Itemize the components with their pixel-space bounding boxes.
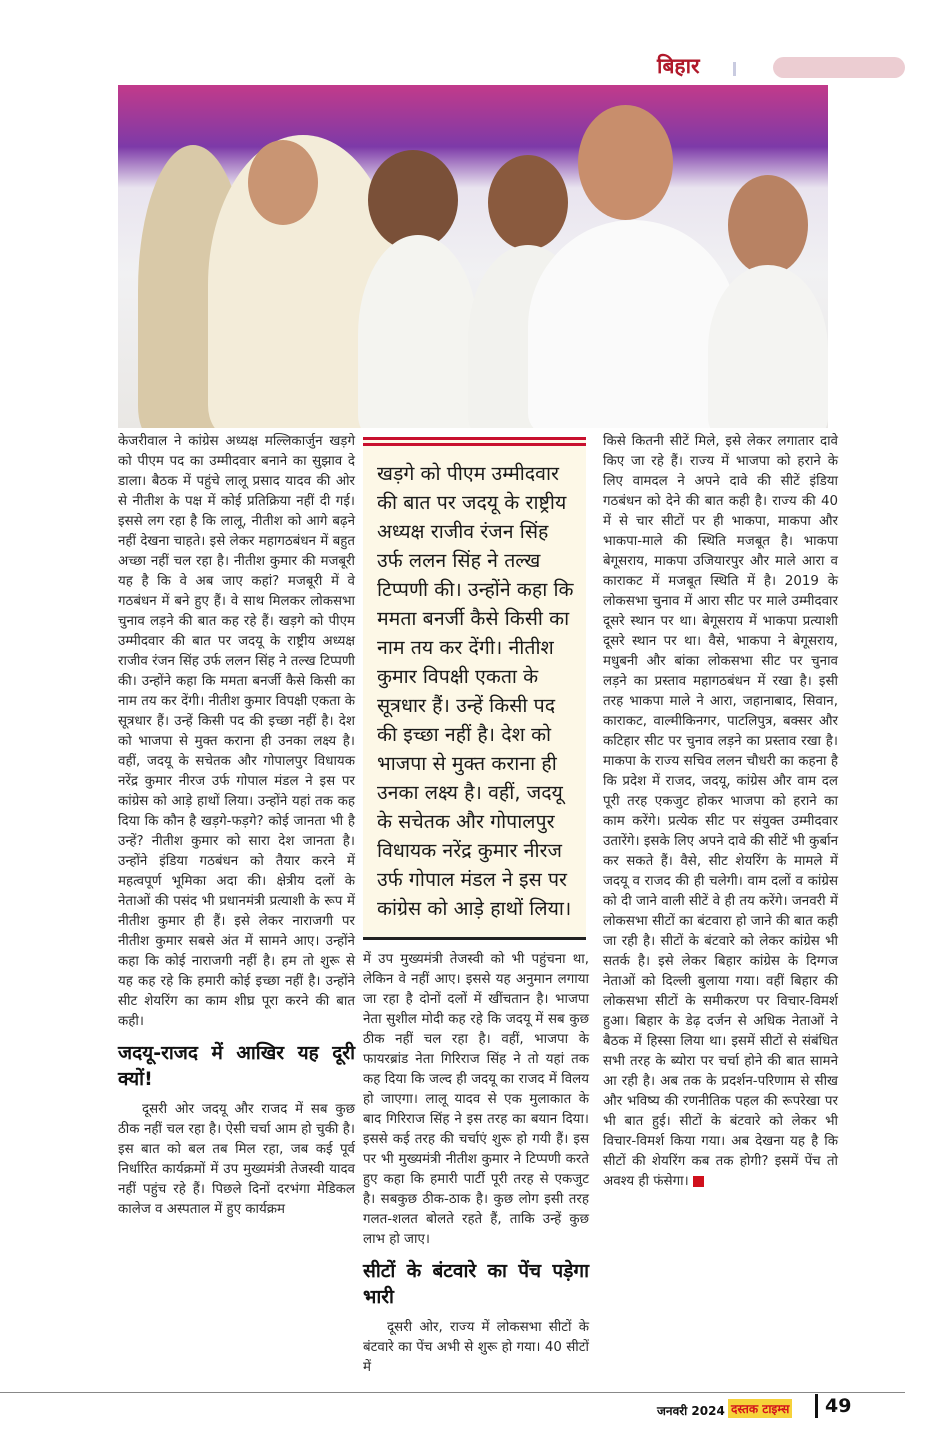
page-number: 49 [825, 1395, 852, 1417]
quote-rule [363, 443, 586, 446]
body-paragraph: दूसरी ओर, राज्य में लोकसभा सीटों के बंटवारे का पेंच अभी से शुरू हो गया। 40 सीटों में [363, 1320, 589, 1375]
article-column-1 [118, 432, 355, 1220]
article-column-2 [363, 950, 589, 1378]
subheading: जदयू-राजद में आखिर यह दूरी क्यों! [118, 1042, 355, 1090]
subheading: सीटों के बंटवारे का पेंच पड़ेगा भारी [363, 1260, 589, 1308]
pull-quote-text: खड़गे को पीएम उम्मीदवार की बात पर जदयू के राष्ट्रीय अध्यक्ष राजीव रंजन सिंह उर्फ ललन सिंह ने तल्ख टिप्पणी की। उन्होंने कहा कि ममता बनर्जी कैसे किसी का नाम तय कर देंगी। नीतीश कुमार विपक्षी एकता के सूत्रधार हैं। उन्हें किसी पद की इच्छा नहीं है। देश को भाजपा से मुक्त कराना ही उनका लक्ष्य है। वहीं, जदयू के सचेतक और गोपालपुर विधायक नरेंद्र कुमार नीरज उर्फ गोपाल मंडल ने इस पर कांग्रेस को आड़े हाथों लिया। [377, 462, 574, 920]
footer-divider [815, 1394, 818, 1418]
article-column-3 [603, 432, 838, 1192]
section-title: बिहार [657, 54, 700, 78]
body-paragraph: में उप मुख्यमंत्री तेजस्वी को भी पहुंचना था, लेकिन वे नहीं आए। इससे यह अनुमान लगाया जा रहा है दोनों दलों में खींचतान है। भाजपा नेता सुशील मोदी कह रहे कि जदयू में सब कुछ ठीक नहीं चल रहा है। वहीं, भाजपा के फायरब्रांड नेता गिरिराज सिंह ने तो यहां तक कह दिया कि जल्द ही जदयू का राजद में विलय हो जाएगा। लालू यादव से एक मुलाकात के बाद गिरिराज सिंह ने इस तरह का बयान दिया। इससे कई तरह की चर्चाएं शुरू हो गयी हैं। इस पर भी मुख्यमंत्री नीतीश कुमार ने टिप्पणी करते हुए कहा कि हमारी पार्टी पूरी तरह से एकजुट है। सबकुछ ठीक-ठाक है। कुछ लोग इसी तरह गलत-शलत बोलते रहते हैं, ताकि उन्हें कुछ लाभ हो जाए। [363, 952, 589, 1247]
body-paragraph: केजरीवाल ने कांग्रेस अध्यक्ष मल्लिकार्जुन खड़गे को पीएम पद का उम्मीदवार बनाने का सुझाव दे डाला। बैठक में पहुंचे लालू प्रसाद यादव की ओर से नीतीश के पक्ष में कोई प्रतिक्रिया नहीं दी गई। इससे लग रहा है कि लालू, नीतीश को आगे बढ़ने नहीं देखना चाहते। इसे लेकर महागठबंधन में बहुत अच्छा नहीं चल रहा है। नीतीश कुमार की मजबूरी यह है कि वे अब जाए कहां? मजबूरी में वे गठबंधन में बने हुए हैं। वे साथ मिलकर लोकसभा चुनाव लड़ने की बात कह रहे हैं। खड़गे को पीएम उम्मीदवार की बात पर जदयू के राष्ट्रीय अध्यक्ष राजीव रंजन सिंह उर्फ ललन सिंह ने तल्ख टिप्पणी की। उन्होंने कहा कि ममता बनर्जी कैसे किसी का नाम तय कर देंगी। नीतीश कुमार विपक्षी एकता के सूत्रधार हैं। उन्हें किसी पद की इच्छा नहीं है। देश को भाजपा से मुक्त कराना ही उनका लक्ष्य है। वहीं, जदयू के सचेतक और गोपालपुर विधायक नरेंद्र कुमार नीरज उर्फ गोपाल मंडल ने इस पर कांग्रेस को आड़े हाथों लिया। उन्होंने यहां तक कह दिया कि कौन है खड़गे-फड़गे? कोई जानता भी है उन्हें? नीतीश कुमार को सारा देश जानता है। उन्होंने इंडिया गठबंधन को तैयार करने में महत्वपूर्ण भूमिका अदा की। क्षेत्रीय दलों के नेताओं की पसंद भी प्रधानमंत्री प्रत्याशी के रूप में नीतीश कुमार ही हैं। इसे लेकर नाराजगी पर नीतीश कुमार सबसे अंत में सामने आए। उन्होंने कहा कि कोई नाराजगी नहीं है। हम तो शुरू से यह कह रहे कि हमारी कोई इच्छा नहीं है। उन्होंने सीट शेयरिंग का काम शीघ्र पूरा करने की बात कही। [118, 434, 355, 1029]
article-body [118, 0, 852, 1453]
page-footer [0, 1392, 905, 1453]
issue-date: जनवरी 2024 [657, 1404, 725, 1418]
body-paragraph [603, 432, 838, 1192]
pull-quote-box [363, 437, 586, 940]
article-columns [118, 432, 838, 1378]
magazine-logo: दस्तक टाइम्स [728, 1399, 792, 1418]
quote-rule [363, 437, 586, 440]
body-paragraph: दूसरी ओर जदयू और राजद में सब कुछ ठीक नहीं चल रहा है। ऐसी चर्चा आम हो चुकी है। इस बात को बल तब मिल रहा, जब कई पूर्व निर्धारित कार्यक्रमों में उप मुख्यमंत्री तेजस्वी यादव नहीं पहुंच रहे हैं। पिछले दिनों दरभंगा मेडिकल कालेज व अस्पताल में हुए कार्यक्रम [118, 1102, 355, 1217]
end-mark-icon [693, 1176, 704, 1187]
body-text: किसे कितनी सीटें मिले, इसे लेकर लगातार दावे किए जा रहे हैं। राज्य में भाजपा को हराने के लिए वामदल ने अपने दावे की सीटें इंडिया गठबंधन को देने की बात कही है। राज्य की 40 में से चार सीटों पर ही भाकपा, माकपा और भाकपा-माले की स्थिति मजबूत है। भाकपा बेगूसराय, माकपा उजियारपुर और माले आरा व काराकट में मजबूत स्थिति में है। 2019 के लोकसभा चुनाव में आरा सीट पर माले उम्मीदवार दूसरे स्थान पर था। बेगूसराय में भाकपा प्रत्याशी दूसरे स्थान पर था। वैसे, भाकपा ने बेगूसराय, मधुबनी और बांका लोकसभा सीट पर चुनाव लड़ने का प्रस्ताव महागठबंधन में रखा है। इसी तरह भाकपा माले ने आरा, जहानाबाद, सिवान, काराकट, वाल्मीकिनगर, पाटलिपुत्र, बक्सर और कटिहार सीट पर चुनाव लड़ने का प्रस्ताव रखा है। माकपा के राज्य सचिव ललन चौधरी का कहना है कि प्रदेश में राजद, जदयू, कांग्रेस और वाम दल पूरी तरह एकजुट होकर भाजपा को हराने का काम करेंगे। प्रत्येक सीट पर संयुक्त उम्मीदवार उतारेंगे। इसके लिए अपने दावे की सीटें भी कुर्बान कर सकते हैं। वैसे, सीट शेयरिंग के मामले में जदयू व राजद की ही चलेगी। वाम दलों व कांग्रेस को दी जाने वाली सीटें वे ही तय करेंगे। जनवरी में लोकसभा सीटों का बंटवारा हो जाने की बात कही जा रही है। सीटों के बंटवारे को लेकर कांग्रेस भी सतर्क है। इसे लेकर बिहार कांग्रेस के दिग्गज नेताओं को दिल्ली बुलाया गया। वहीं बिहार की लोकसभा सीटों के समीकरण पर विचार-विमर्श हुआ। बिहार के डेढ़ दर्जन से अधिक नेताओं ने बैठक में हिस्सा लिया था। इसमें सीटों से संबंधित सभी तरह के ब्योरा पर चर्चा होने की बात सामने आ रही है। अब तक के प्रदर्शन-परिणाम से सीख और भविष्य की रणनीतिक पहल की रूपरेखा पर भी बात हुई। सीटों के बंटवारे को लेकर भी विचार-विमर्श किया गया। अब देखना यह है कि सीटों की शेयरिंग कब तक होगी? इसमें पेंच तो अवश्य ही फंसेगा। [603, 434, 838, 1189]
article-column-2-wrapper [363, 432, 589, 1378]
